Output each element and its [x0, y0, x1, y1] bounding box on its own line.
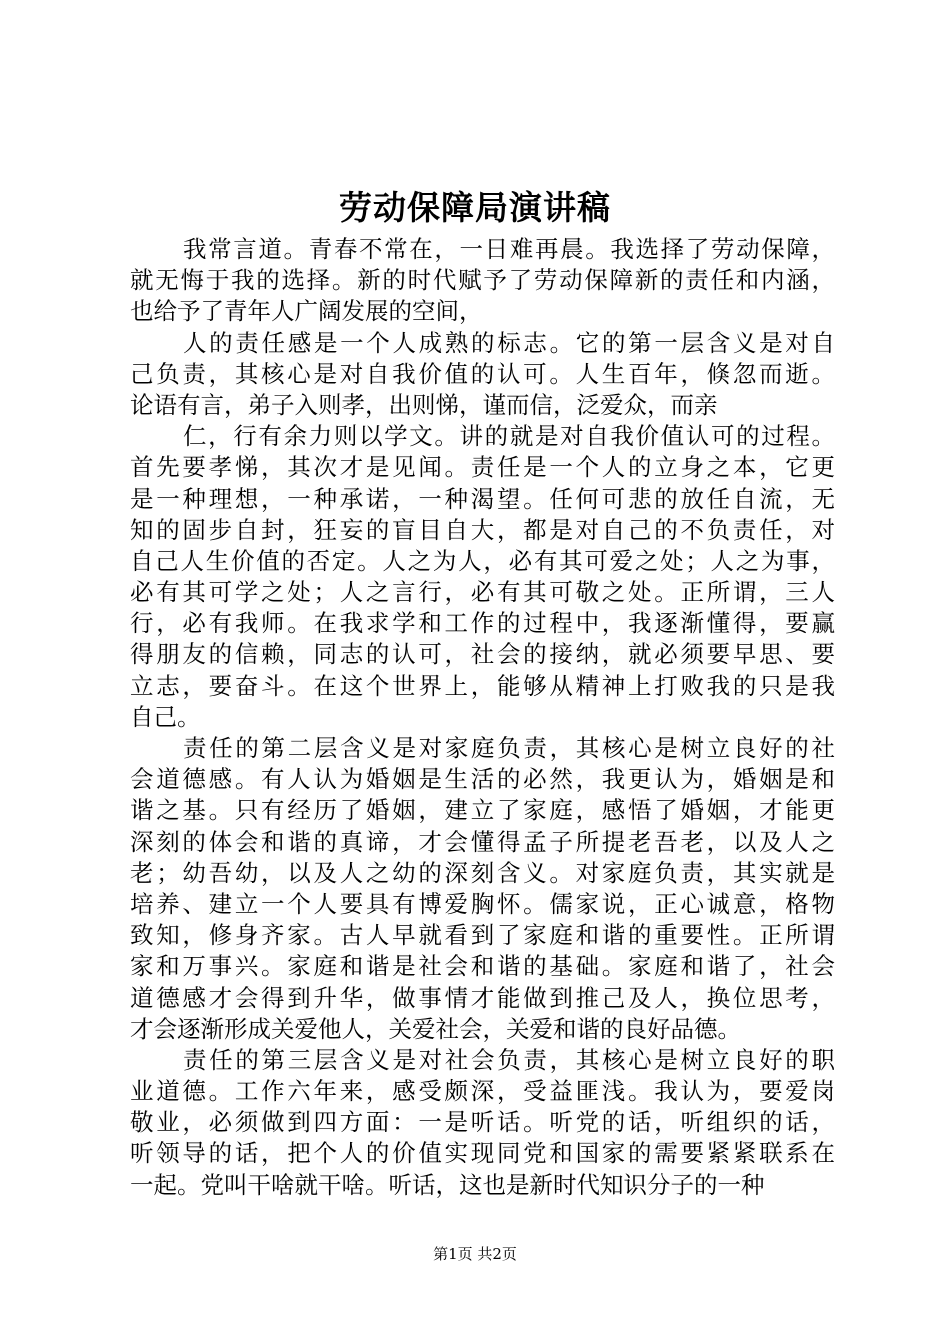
text-line: 立志，要奋斗。在这个世界上，能够从精神上打败我的只是我 — [130, 671, 835, 700]
text-line: 己负责，其核心是对自我价值的认可。人生百年，倏忽而逝。 — [130, 359, 835, 388]
text-line: 老；幼吾幼，以及人之幼的深刻含义。对家庭负责，其实就是 — [130, 858, 835, 887]
text-line: 责任的第三层含义是对社会负责，其核心是树立良好的职 — [183, 1045, 835, 1074]
text-line: 就无悔于我的选择。新的时代赋予了劳动保障新的责任和内涵， — [130, 266, 835, 295]
text-line: 自己人生价值的否定。人之为人，必有其可爱之处；人之为事， — [130, 546, 835, 575]
paragraph — [130, 234, 835, 328]
text-line: 仁，行有余力则以学文。讲的就是对自我价值认可的过程。 — [183, 422, 835, 451]
paragraph — [130, 1045, 835, 1201]
page-footer: 第1页 共2页 — [433, 1245, 517, 1263]
text-line: 必有其可学之处；人之言行，必有其可敬之处。正所谓，三人 — [130, 578, 835, 607]
text-line: 会道德感。有人认为婚姻是生活的必然，我更认为，婚姻是和 — [130, 765, 835, 794]
text-line: 知的固步自封，狂妄的盲目自大，都是对自己的不负责任，对 — [130, 515, 835, 544]
text-line: 得朋友的信赖，同志的认可，社会的接纳，就必须要早思、要 — [130, 640, 835, 669]
document-body — [130, 234, 835, 1201]
text-line: 听领导的话，把个人的价值实现同党和国家的需要紧紧联系在 — [130, 1139, 835, 1168]
text-line: 家和万事兴。家庭和谐是社会和谐的基础。家庭和谐了，社会 — [130, 952, 835, 981]
text-line: 我常言道。青春不常在，一日难再晨。我选择了劳动保障， — [183, 235, 835, 263]
text-line: 才会逐渐形成关爱他人，关爱社会，关爱和谐的良好品德。 — [130, 1014, 741, 1043]
text-line: 首先要孝悌，其次才是见闻。责任是一个人的立身之本，它更 — [130, 453, 835, 482]
text-line: 也给予了青年人广阔发展的空间， — [130, 297, 483, 326]
text-line: 人的责任感是一个人成熟的标志。它的第一层含义是对自 — [183, 328, 835, 357]
paragraph — [130, 328, 835, 422]
text-line: 行，必有我师。在我求学和工作的过程中，我逐渐懂得，要赢 — [130, 609, 835, 638]
text-line: 自己。 — [130, 702, 201, 731]
text-line: 培养、建立一个人要具有博爱胸怀。儒家说，正心诚意，格物 — [130, 889, 835, 918]
paragraph — [130, 421, 835, 733]
text-line: 一起。党叫干啥就干啥。听话，这也是新时代知识分子的一种 — [130, 1170, 765, 1199]
text-line: 责任的第二层含义是对家庭负责，其核心是树立良好的社 — [183, 734, 835, 762]
document-title: 劳动保障局演讲稿 — [339, 188, 611, 227]
paragraph — [130, 733, 835, 1045]
text-line: 致知，修身齐家。古人早就看到了家庭和谐的重要性。正所谓 — [130, 921, 835, 950]
text-line: 业道德。工作六年来，感受颇深，受益匪浅。我认为，要爱岗 — [130, 1077, 835, 1106]
text-line: 论语有言，弟子入则孝，出则悌，谨而信，泛爱众，而亲 — [130, 390, 718, 419]
text-line: 道德感才会得到升华，做事情才能做到推己及人，换位思考， — [130, 983, 835, 1012]
text-line: 谐之基。只有经历了婚姻，建立了家庭，感悟了婚姻，才能更 — [130, 796, 835, 825]
text-line: 敬业，必须做到四方面：一是听话。听党的话，听组织的话， — [130, 1108, 835, 1137]
text-line: 是一种理想，一种承诺，一种渴望。任何可悲的放任自流，无 — [130, 484, 835, 513]
text-line: 深刻的体会和谐的真谛，才会懂得孟子所提老吾老，以及人之 — [130, 827, 835, 856]
